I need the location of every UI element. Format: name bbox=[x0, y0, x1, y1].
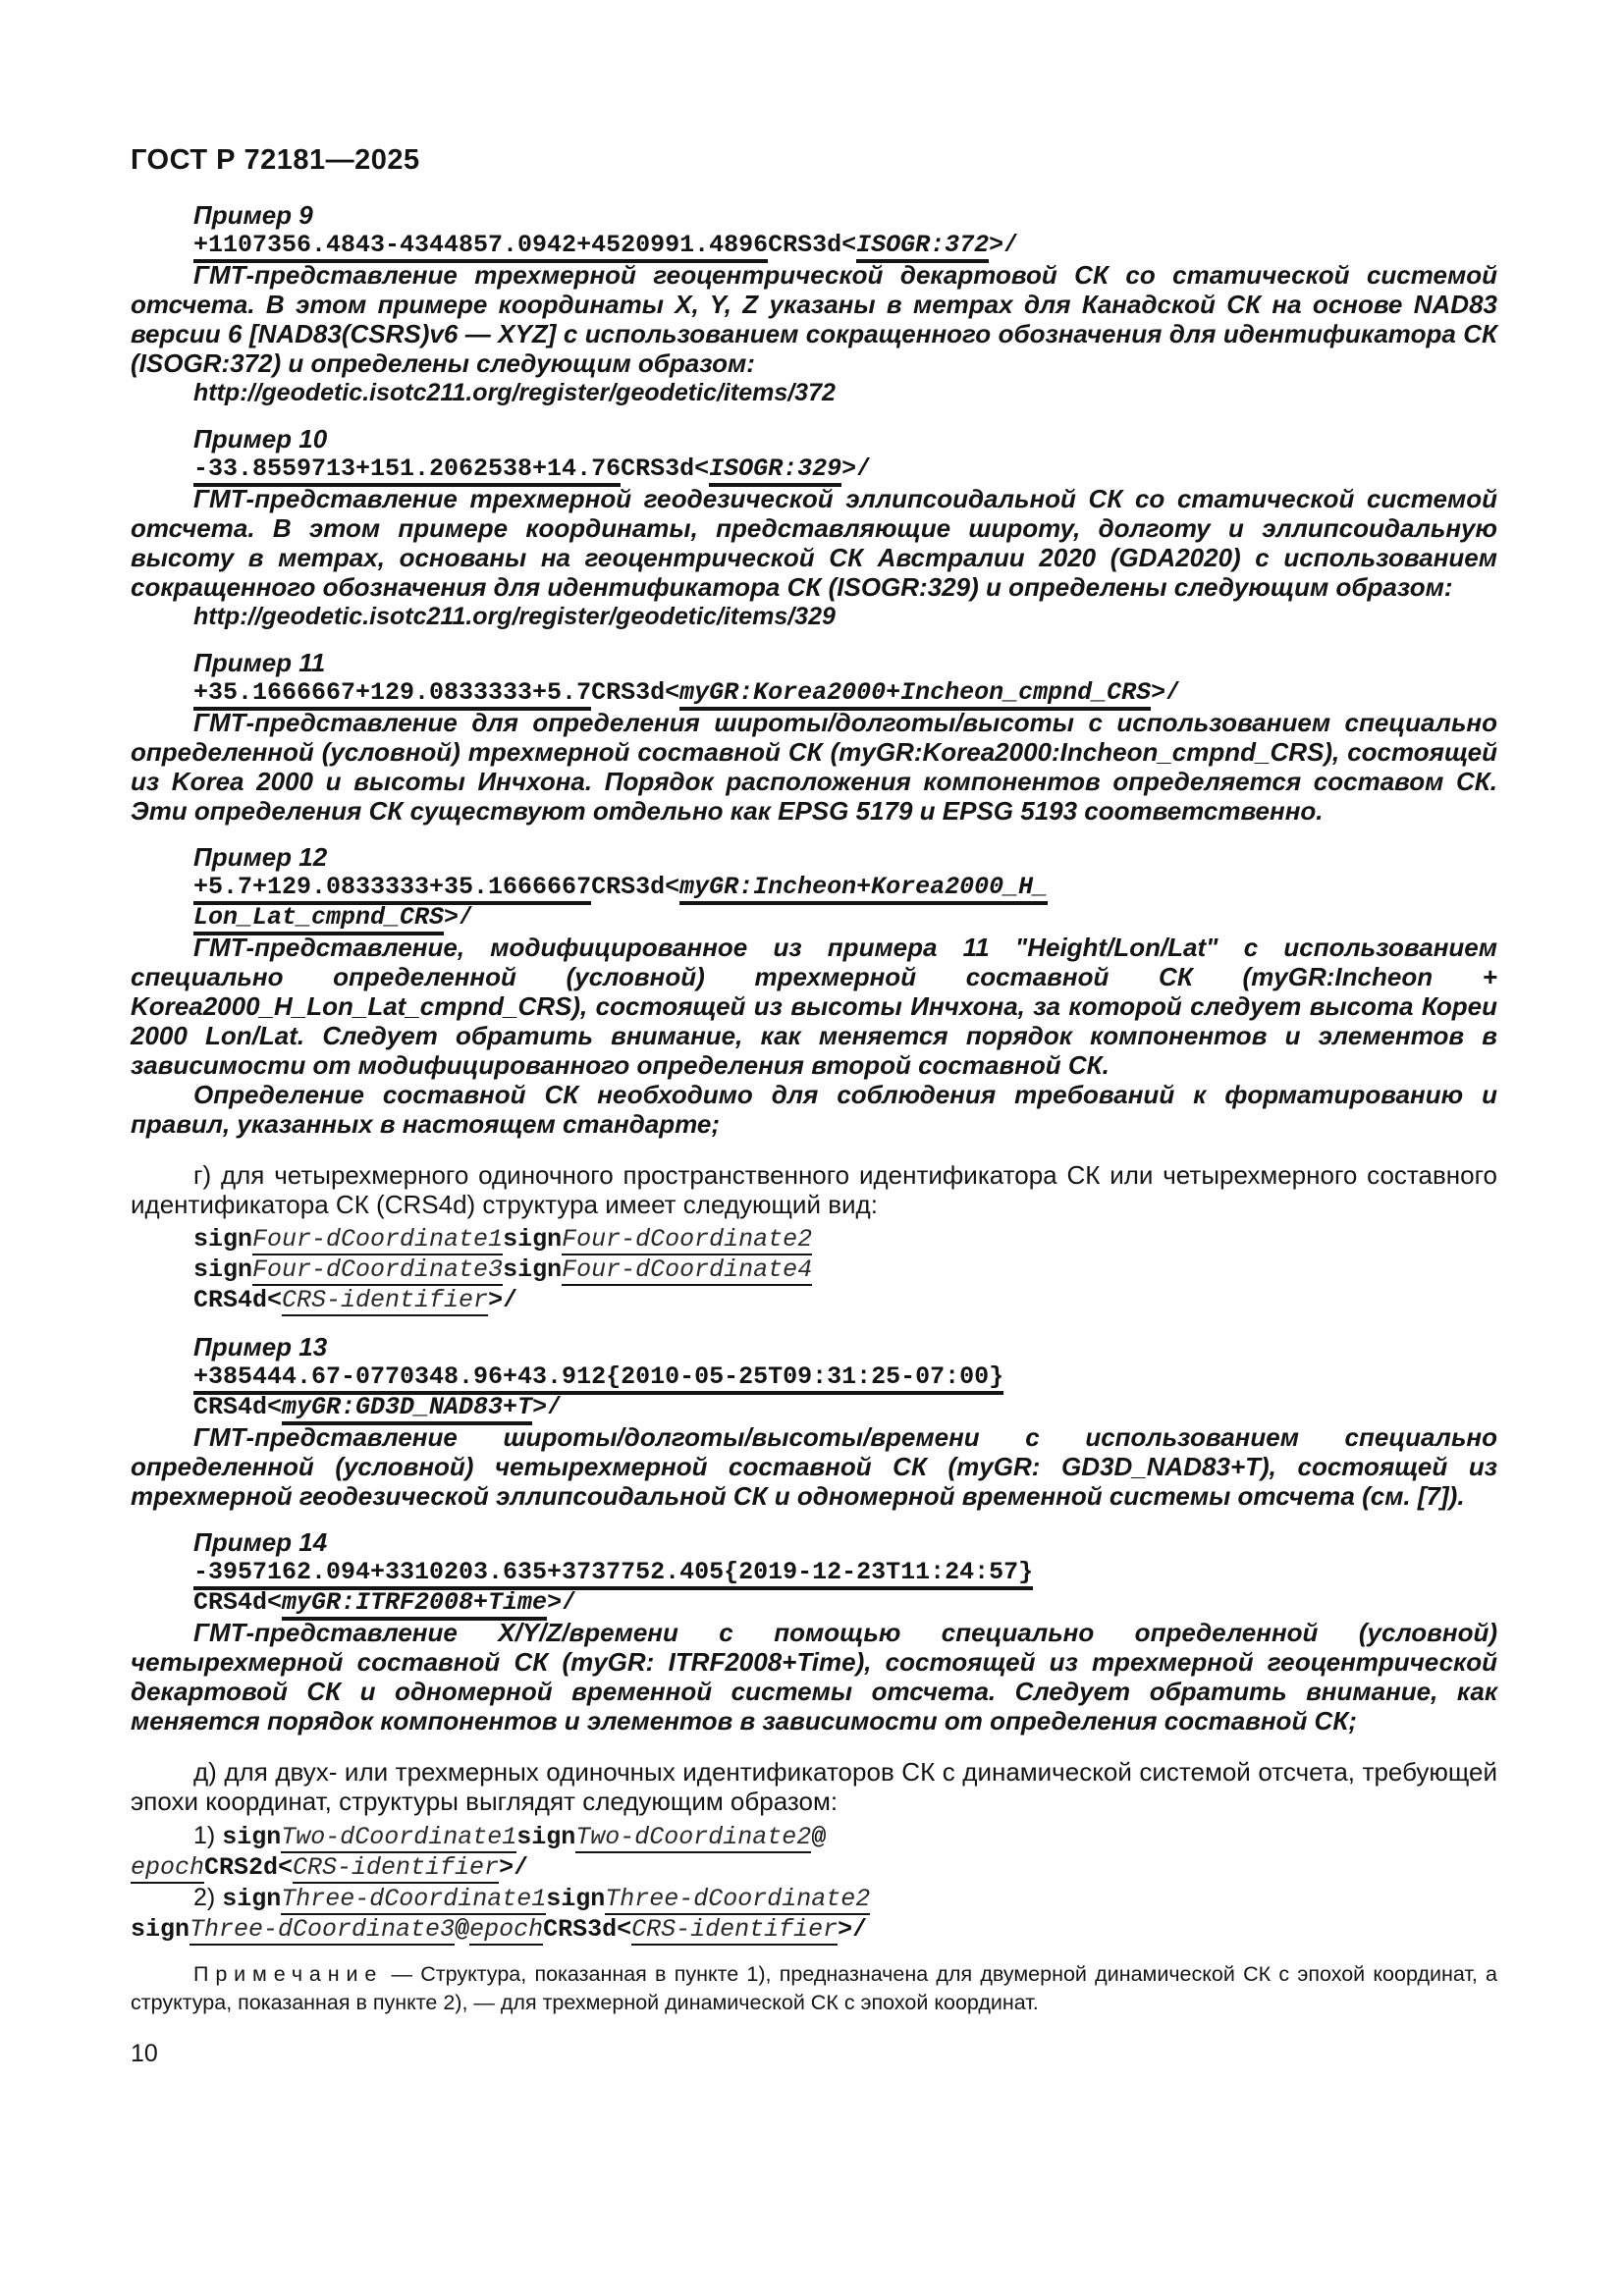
code-segment: CRS4d< bbox=[193, 1393, 283, 1421]
code-line bbox=[131, 1557, 1497, 1587]
code-line bbox=[131, 1285, 1497, 1315]
code-line bbox=[131, 1883, 1497, 1914]
example-9-title: Пример 9 bbox=[193, 200, 313, 230]
code-segment: >/ bbox=[989, 231, 1019, 259]
code-segment: CRS2d< bbox=[204, 1853, 294, 1882]
code-line bbox=[131, 454, 1497, 484]
code-segment: sign bbox=[516, 1823, 576, 1851]
code-segment: CRS3d< bbox=[621, 454, 710, 483]
example-9-description bbox=[131, 260, 1497, 378]
code-segment: >/ bbox=[499, 1853, 529, 1882]
code-segment: sign bbox=[503, 1225, 563, 1254]
code-segment: CRS3d< bbox=[591, 678, 680, 707]
code-segment: CRS3d< bbox=[768, 231, 857, 259]
code-segment: myGR:Incheon+Korea2000_H_ bbox=[679, 873, 1048, 905]
code-line bbox=[131, 1392, 1497, 1422]
code-segment: +385444.67-0770348.96+43.912{2010-05-25T09:31:25-07:00} bbox=[193, 1362, 1003, 1395]
code-segment: >/ bbox=[838, 1915, 868, 1944]
code-segment: @ bbox=[811, 1823, 827, 1851]
note bbox=[131, 1960, 1497, 2017]
code-segment: ISOGR:372 bbox=[856, 231, 989, 263]
code-segment: Three-dCoordinate2 bbox=[605, 1885, 871, 1913]
example-13-code bbox=[131, 1362, 1497, 1422]
paragraph: Определение составной СК необходимо для соблюдения требований к форматированию и правил, указанных в настоящем стандарте; bbox=[131, 1080, 1497, 1139]
paragraph: ГМТ-представление трехмерной геодезической эллипсоидальной СК со статической системой отсчета. В этом примере координаты, представляющие широту, долготу и эллипсоидальную высоту в метрах, основаны на геоцентрической СК Австралии 2020 (GDA2020) с использованием сокращенного обозначения для идентификатора СК (ISOGR:329) и определены следующим образом: bbox=[131, 484, 1497, 602]
example-13-title: Пример 13 bbox=[193, 1332, 328, 1362]
example-12 bbox=[131, 842, 1497, 1139]
code-line bbox=[131, 1224, 1497, 1255]
code-line bbox=[131, 1587, 1497, 1618]
code-segment: myGR:GD3D_NAD83+T bbox=[282, 1393, 532, 1425]
code-line bbox=[131, 1362, 1497, 1392]
example-14-description bbox=[131, 1618, 1497, 1735]
code-segment: @ bbox=[455, 1915, 470, 1944]
paragraph: ГМТ-представление для определения широты/долготы/высоты с использованием специально определенной (условной) трехмерной составной СК (myGR:Korea2000:Incheon_cmpnd_CRS), состоящей из Korea 2000 и высоты Инчхона. Порядок расположения компонентов определяется составом СК. Эти определения СК существуют отдельно как EPSG 5179 и EPSG 5193 соответственно. bbox=[131, 708, 1497, 826]
code-line bbox=[131, 1821, 1497, 1852]
code-segment: CRS4d< bbox=[193, 1286, 283, 1314]
code-segment: sign bbox=[222, 1823, 282, 1851]
code-segment: Two-dCoordinate2 bbox=[575, 1823, 812, 1851]
code-segment: CRS-identifier bbox=[282, 1286, 489, 1314]
example-14-title: Пример 14 bbox=[193, 1527, 328, 1557]
code-segment: Three-dCoordinate3 bbox=[189, 1915, 456, 1944]
code-segment: 1) bbox=[193, 1822, 223, 1849]
code-segment: Four-dCoordinate1 bbox=[252, 1225, 504, 1254]
code-line bbox=[131, 1914, 1497, 1945]
code-line bbox=[131, 1255, 1497, 1285]
code-segment: myGR:Korea2000+Incheon_cmpnd_CRS bbox=[679, 678, 1151, 711]
example-9-resource-url: http://geodetic.isotc211.org/register/geodetic/items/372 bbox=[193, 379, 836, 406]
example-14 bbox=[131, 1527, 1497, 1735]
code-segment: +5.7+129.0833333+35.1666667 bbox=[193, 873, 591, 905]
code-segment: Four-dCoordinate2 bbox=[562, 1225, 813, 1254]
code-segment: CRS4d< bbox=[193, 1588, 283, 1617]
code-segment: myGR:ITRF2008+Time bbox=[282, 1588, 547, 1621]
code-segment: >/ bbox=[547, 1588, 577, 1617]
example-13 bbox=[131, 1332, 1497, 1511]
example-12-code bbox=[131, 872, 1497, 933]
example-11-description bbox=[131, 708, 1497, 826]
code-segment: Lon_Lat_cmpnd_CRS bbox=[193, 903, 444, 935]
code-segment: Four-dCoordinate3 bbox=[252, 1255, 504, 1284]
code-segment: +1107356.4843-4344857.0942+4520991.4896 bbox=[193, 231, 768, 263]
example-10-resource-url: http://geodetic.isotc211.org/register/geodetic/items/329 bbox=[193, 603, 836, 630]
code-segment: +35.1666667+129.0833333+5.7 bbox=[193, 678, 591, 711]
code-segment: -33.8559713+151.2062538+14.76 bbox=[193, 454, 621, 487]
code-segment: CRS-identifier bbox=[293, 1853, 500, 1882]
paragraph: ГМТ-представление широты/долготы/высоты/времени с использованием специально определенной (условной) четырехмерной составной СК (myGR: GD3D_NAD83+T), состоящей из трехмерной геодезической эллипсоидальной СК и одномерной временной системы отсчета (см. [7]). bbox=[131, 1422, 1497, 1511]
code-segment: >/ bbox=[532, 1393, 563, 1421]
example-11 bbox=[131, 648, 1497, 826]
code-segment: epoch bbox=[131, 1853, 205, 1882]
example-9-code bbox=[131, 230, 1497, 260]
example-11-title: Пример 11 bbox=[193, 648, 326, 677]
code-segment: >/ bbox=[841, 454, 872, 483]
example-13-description bbox=[131, 1422, 1497, 1511]
example-12-description bbox=[131, 933, 1497, 1139]
code-segment: CRS3d< bbox=[543, 1915, 632, 1944]
paragraph: ГМТ-представление, модифицированное из примера 11 "Height/Lon/Lat" с использованием специально определенной (условной) трехмерной составной СК (myGR:Incheon + Korea2000_H_Lon_Lat_cmpnd_CRS), состоящей из высоты Инчхона, за которой следует высота Кореи 2000 Lon/Lat. Следует обратить внимание, как меняется порядок компонентов и элементов в зависимости от модифицированного определения второй составной СК. bbox=[131, 933, 1497, 1080]
note-label: Примечание bbox=[193, 1962, 384, 1986]
code-segment: sign bbox=[193, 1255, 253, 1284]
code-segment: 2) bbox=[193, 1884, 223, 1911]
code-segment: Four-dCoordinate4 bbox=[562, 1255, 813, 1284]
paragraph: ГМТ-представление X/Y/Z/времени с помощью специально определенной (условной) четырехмерной составной СК (myGR: ITRF2008+Time), состоящей из трехмерной геоцентрической декартовой СК и одномерной временной системы отсчета. Следует обратить внимание, как меняется порядок компонентов и элементов в зависимости от определения составной СК; bbox=[131, 1618, 1497, 1735]
code-line bbox=[131, 230, 1497, 260]
code-segment: epoch bbox=[469, 1915, 544, 1944]
paragraph: ГМТ-представление трехмерной геоцентрической декартовой СК со статической системой отсчета. В этом примере координаты X, Y, Z указаны в метрах для Канадской СК на основе NAD83 версии 6 [NAD83(CSRS)v6 — XYZ] с использованием сокращенного обозначения для идентификатора СК (ISOGR:372) и определены следующим образом: bbox=[131, 260, 1497, 378]
code-segment: sign bbox=[546, 1885, 606, 1913]
page-content bbox=[131, 143, 1497, 2068]
code-segment: >/ bbox=[1151, 678, 1181, 707]
example-10 bbox=[131, 424, 1497, 631]
code-segment: CRS-identifier bbox=[631, 1915, 839, 1944]
code-segment: >/ bbox=[488, 1286, 518, 1314]
example-14-code bbox=[131, 1557, 1497, 1618]
code-segment: sign bbox=[193, 1225, 253, 1254]
example-11-code bbox=[131, 677, 1497, 708]
example-12-title: Пример 12 bbox=[193, 842, 328, 872]
standard-number-header: ГОСТ Р 72181—2025 bbox=[131, 144, 420, 176]
code-segment: -3957162.094+3310203.635+3737752.405{2019-12-23T11:24:57} bbox=[193, 1558, 1033, 1590]
clause-g-structure bbox=[131, 1224, 1497, 1315]
code-segment: sign bbox=[222, 1885, 282, 1913]
code-segment: Three-dCoordinate1 bbox=[281, 1885, 547, 1913]
code-line bbox=[131, 872, 1497, 902]
clause-d-text: д) для двух- или трехмерных одиночных идентификаторов СК с динамической системой отсчета, требующей эпохи координат, структуры выглядят следующим образом: bbox=[131, 1757, 1497, 1816]
code-segment: Two-dCoordinate1 bbox=[281, 1823, 517, 1851]
page-number: 10 bbox=[131, 2040, 158, 2067]
code-segment: ISOGR:329 bbox=[709, 454, 841, 487]
code-segment: >/ bbox=[444, 903, 474, 932]
example-9 bbox=[131, 200, 1497, 407]
example-10-code bbox=[131, 454, 1497, 484]
code-line bbox=[131, 902, 1497, 933]
code-segment: sign bbox=[503, 1255, 563, 1284]
code-line bbox=[131, 1852, 1497, 1883]
example-10-description bbox=[131, 484, 1497, 602]
code-segment: sign bbox=[131, 1915, 190, 1944]
clause-d-structures bbox=[131, 1821, 1497, 1945]
note-text: — Структура, показанная в пункте 1), предназначена для двумерной динамической СК с эпохой координат, а структура, показанная в пункте 2), — для трехмерной динамической СК с эпохой координат. bbox=[131, 1962, 1497, 2014]
example-10-title: Пример 10 bbox=[193, 424, 328, 454]
code-line bbox=[131, 677, 1497, 708]
clause-g-text: г) для четырехмерного одиночного пространственного идентификатора СК или четырехмерного составного идентификатора СК (CRS4d) структура имеет следующий вид: bbox=[131, 1160, 1497, 1219]
code-segment: CRS3d< bbox=[591, 873, 680, 901]
